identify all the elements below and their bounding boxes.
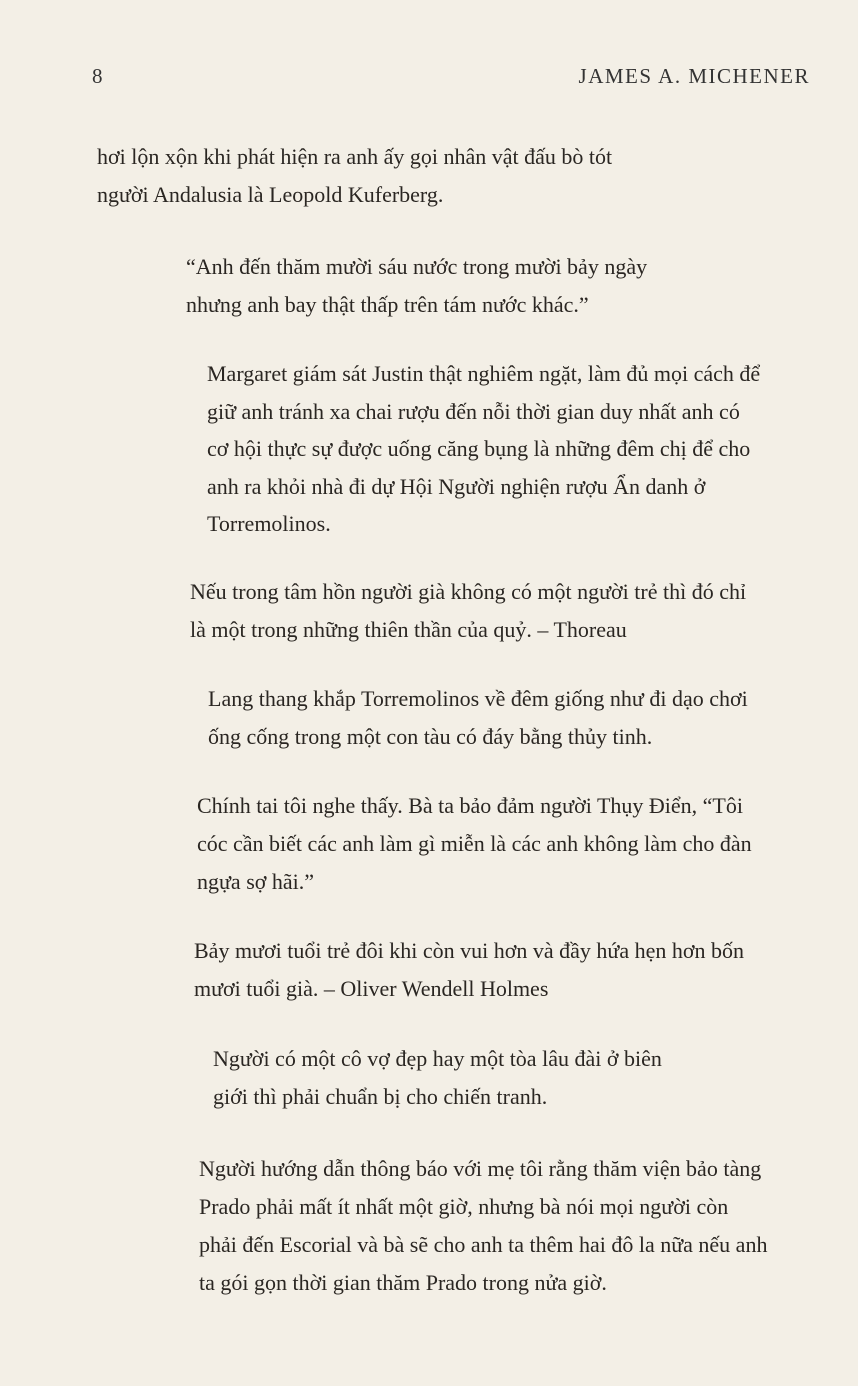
text-line: ống cống trong một con tàu có đáy bằng thủy tinh. xyxy=(208,724,653,749)
text-line: Torremolinos. xyxy=(207,511,331,536)
quote-1 xyxy=(186,248,647,324)
quote-thoreau xyxy=(190,573,746,649)
quote-holmes xyxy=(194,932,744,1008)
text-line: người Andalusia là Leopold Kuferberg. xyxy=(97,182,444,207)
text-line: là một trong những thiên thần của quỷ. – Thoreau xyxy=(190,617,627,642)
text-line: giữ anh tránh xa chai rượu đến nỗi thời gian duy nhất anh có xyxy=(207,398,740,424)
text-line: Người hướng dẫn thông báo với mẹ tôi rằng thăm viện bảo tàng xyxy=(199,1156,762,1181)
text-line: Chính tai tôi nghe thấy. Bà ta bảo đảm người Thụy Điển, “Tôi xyxy=(197,793,743,818)
paragraph-castle xyxy=(213,1040,662,1116)
text-line: giới thì phải chuẩn bị cho chiến tranh. xyxy=(213,1084,548,1109)
text-line: phải đến Escorial và bà sẽ cho anh ta thêm hai đô la nữa nếu anh xyxy=(199,1232,768,1257)
text-line: Lang thang khắp Torremolinos về đêm giống như đi dạo chơi xyxy=(208,686,748,711)
paragraph-swedes xyxy=(197,787,752,901)
text-line: mươi tuổi già. – Oliver Wendell Holmes xyxy=(194,976,549,1001)
paragraph-margaret xyxy=(207,355,760,543)
text-line: ta gói gọn thời gian thăm Prado trong nửa giờ. xyxy=(199,1270,607,1295)
text-line: Bảy mươi tuổi trẻ đôi khi còn vui hơn và đầy hứa hẹn hơn bốn xyxy=(194,938,744,963)
text-line: nhưng anh bay thật thấp trên tám nước khác.” xyxy=(186,292,589,317)
text-line: hơi lộn xộn khi phát hiện ra anh ấy gọi nhân vật đấu bò tót xyxy=(97,144,613,169)
text-line: cơ hội thực sự được uống căng bụng là những đêm chị để cho xyxy=(207,436,751,461)
text-line: cóc cần biết các anh làm gì miễn là các anh không làm cho đàn xyxy=(197,831,752,856)
text-line: Margaret giám sát Justin thật nghiêm ngặt, làm đủ mọi cách để xyxy=(207,361,761,386)
text-line: Nếu trong tâm hồn người già không có một người trẻ thì đó chỉ xyxy=(190,579,747,604)
text-line: Prado phải mất ít nhất một giờ, nhưng bà nói mọi người còn xyxy=(199,1194,729,1219)
paragraph-torremolinos xyxy=(208,680,748,756)
paragraph-1 xyxy=(97,138,612,214)
text-line: ngựa sợ hãi.” xyxy=(197,869,315,894)
page-number: 8 xyxy=(92,64,103,88)
running-header-author: JAMES A. MICHENER xyxy=(578,64,810,88)
text-line: anh ra khỏi nhà đi dự Hội Người nghiện rượu Ẩn danh ở xyxy=(207,473,706,499)
text-line: “Anh đến thăm mười sáu nước trong mười bảy ngày xyxy=(186,254,648,279)
paragraph-prado xyxy=(199,1150,767,1302)
text-line: Người có một cô vợ đẹp hay một tòa lâu đài ở biên xyxy=(213,1046,662,1071)
